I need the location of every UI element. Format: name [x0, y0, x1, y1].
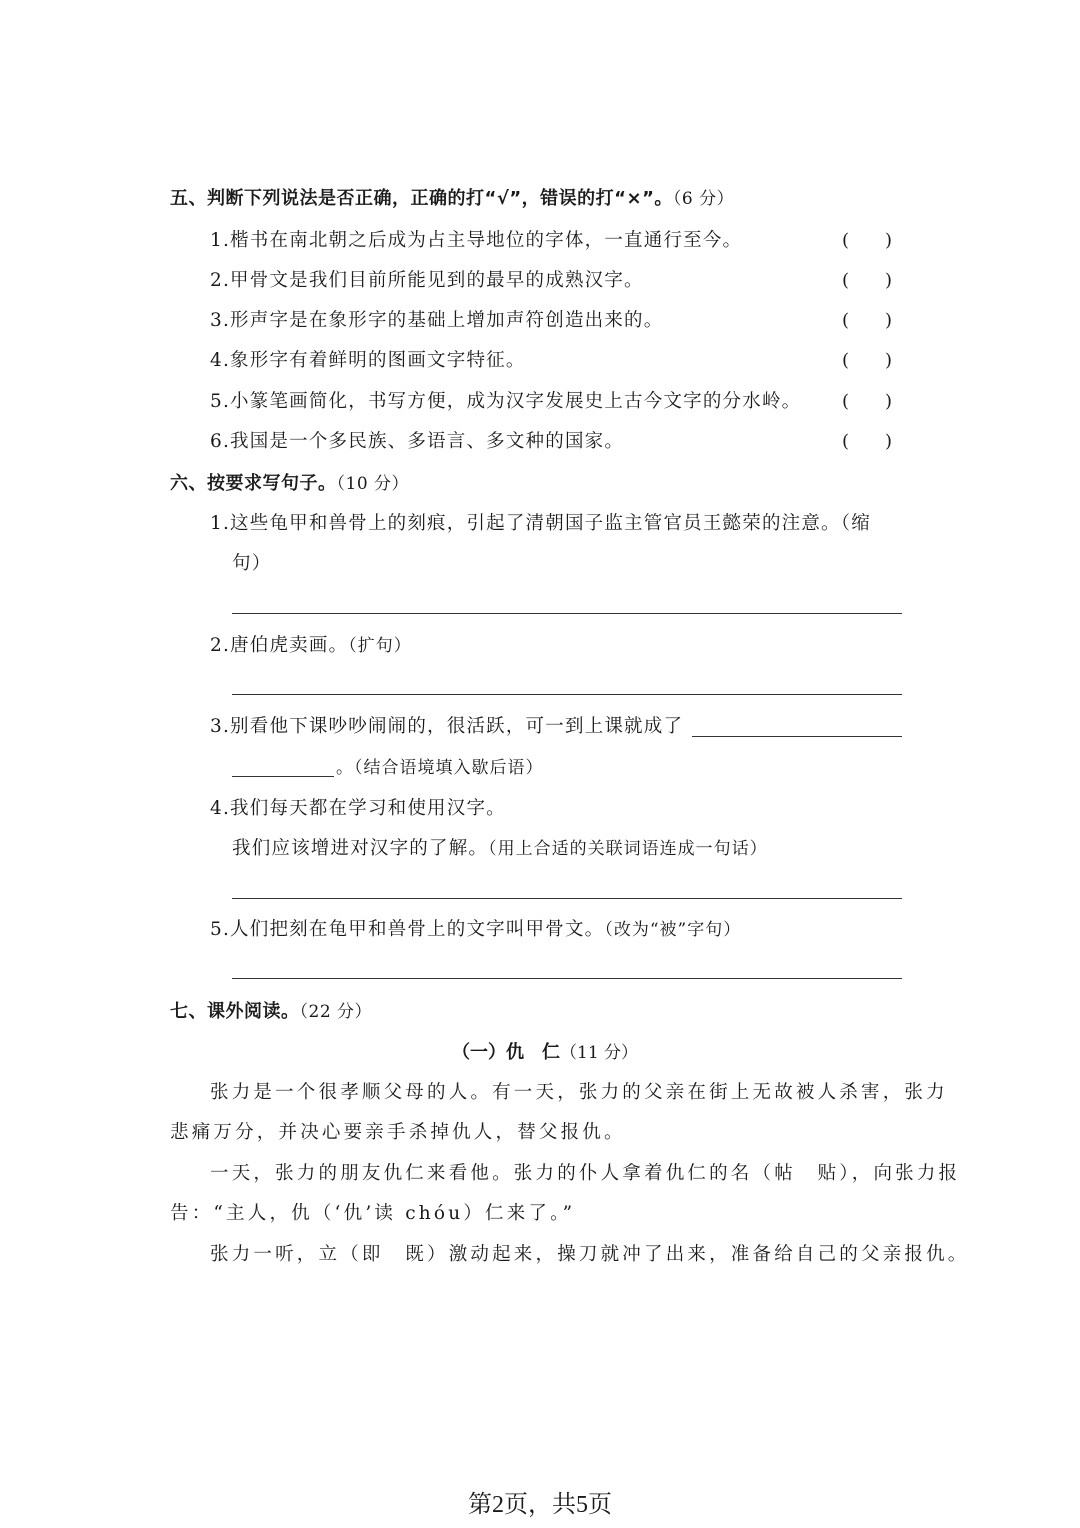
s5-item-3: 3.形声字是在象形字的基础上增加声符创造出来的。 [210, 310, 664, 331]
s5-answer-paren-1[interactable]: ( ) [842, 230, 893, 251]
s5-answer-paren-6[interactable]: ( ) [842, 431, 893, 452]
s5-item-2: 2.甲骨文是我们目前所能见到的最早的成熟汉字。 [210, 270, 644, 291]
s6-q3-blank-1[interactable] [692, 736, 902, 737]
page-number-footer: 第2页，共5页 [468, 1492, 612, 1518]
s5-answer-paren-3[interactable]: ( ) [842, 310, 893, 331]
s6-q4-line2: 我们应该增进对汉字的了解。 [232, 838, 489, 859]
s5-item-1: 1.楷书在南北朝之后成为占主导地位的字体，一直通行至今。 [210, 230, 743, 251]
s6-q5 [210, 915, 741, 941]
s6-q3-text: 3.别看他下课吵吵闹闹的，很活跃，可一到上课就成了 [210, 716, 684, 737]
s5-answer-paren-4[interactable]: ( ) [842, 350, 893, 371]
s7-para2-line2: 告：“主人，仇（‘仇’读 chóu）仁来了。” [170, 1203, 576, 1224]
s7-para1-line2: 悲痛万分，并决心要亲手杀掉仇人，替父报仇。 [170, 1122, 626, 1143]
s6-q3-blank-2[interactable] [232, 776, 334, 777]
s6-q2 [210, 631, 412, 657]
section6-heading [170, 469, 409, 495]
section5-heading [170, 184, 734, 210]
s6-q2-answer-line[interactable] [232, 694, 902, 695]
section7-score: （22 分） [299, 1002, 373, 1022]
s6-q4-line2-wrap [232, 834, 768, 860]
s6-q4-answer-line[interactable] [232, 898, 902, 899]
s6-q4-line1: 4.我们每天都在学习和使用汉字。 [210, 798, 506, 819]
s6-q5-text: 5.人们把刻在龟甲和兽骨上的文字叫甲骨文。 [210, 919, 605, 940]
s6-q1-line2: 句） [232, 553, 272, 574]
section7-title: 七、课外阅读。 [170, 1001, 300, 1022]
section6-score: （10 分） [336, 474, 410, 494]
section5-score: （6 分） [672, 189, 735, 209]
s5-item-6: 6.我国是一个多民族、多语言、多文种的国家。 [210, 431, 625, 452]
s6-q1-answer-line[interactable] [232, 613, 902, 614]
s6-q5-answer-line[interactable] [232, 978, 902, 979]
s7-sub-heading [452, 1038, 638, 1064]
s6-q2-note: （扩句） [348, 636, 412, 656]
s6-q3-note: 。（结合语境填入歇后语） [336, 758, 544, 778]
s6-q4-note: （用上合适的关联词语连成一句话） [488, 839, 768, 859]
s5-item-5: 5.小篆笔画简化，书写方便，成为汉字发展史上古今文字的分水岭。 [210, 391, 802, 412]
s5-item-4: 4.象形字有着鲜明的图画文字特征。 [210, 350, 526, 371]
section5-title: 五、判断下列说法是否正确，正确的打“√”，错误的打“×”。 [170, 188, 673, 209]
s6-q1-line1: 1.这些龟甲和兽骨上的刻痕，引起了清朝国子监主管官员王懿荣的注意。（缩 [210, 513, 871, 534]
s6-q5-note: （改为“被”字句） [604, 920, 742, 940]
s7-sub-title: （一）仇 仁 [452, 1042, 560, 1063]
s7-para3-line1: 张力一听，立（即 既）激动起来，操刀就冲了出来，准备给自己的父亲报仇。 [210, 1244, 970, 1265]
section7-heading [170, 997, 372, 1023]
section6-title: 六、按要求写句子。 [170, 473, 337, 494]
s5-answer-paren-2[interactable]: ( ) [842, 270, 893, 291]
s7-para2-line1: 一天，张力的朋友仇仁来看他。张力的仆人拿着仇仁的名（帖 贴），向张力报 [210, 1163, 961, 1184]
s7-sub-score: （11 分） [560, 1043, 639, 1063]
s6-q2-text: 2.唐伯虎卖画。 [210, 635, 349, 656]
s5-answer-paren-5[interactable]: ( ) [842, 391, 893, 412]
s7-para1-line1: 张力是一个很孝顺父母的人。有一天，张力的父亲在街上无故被人杀害，张力 [210, 1082, 948, 1103]
